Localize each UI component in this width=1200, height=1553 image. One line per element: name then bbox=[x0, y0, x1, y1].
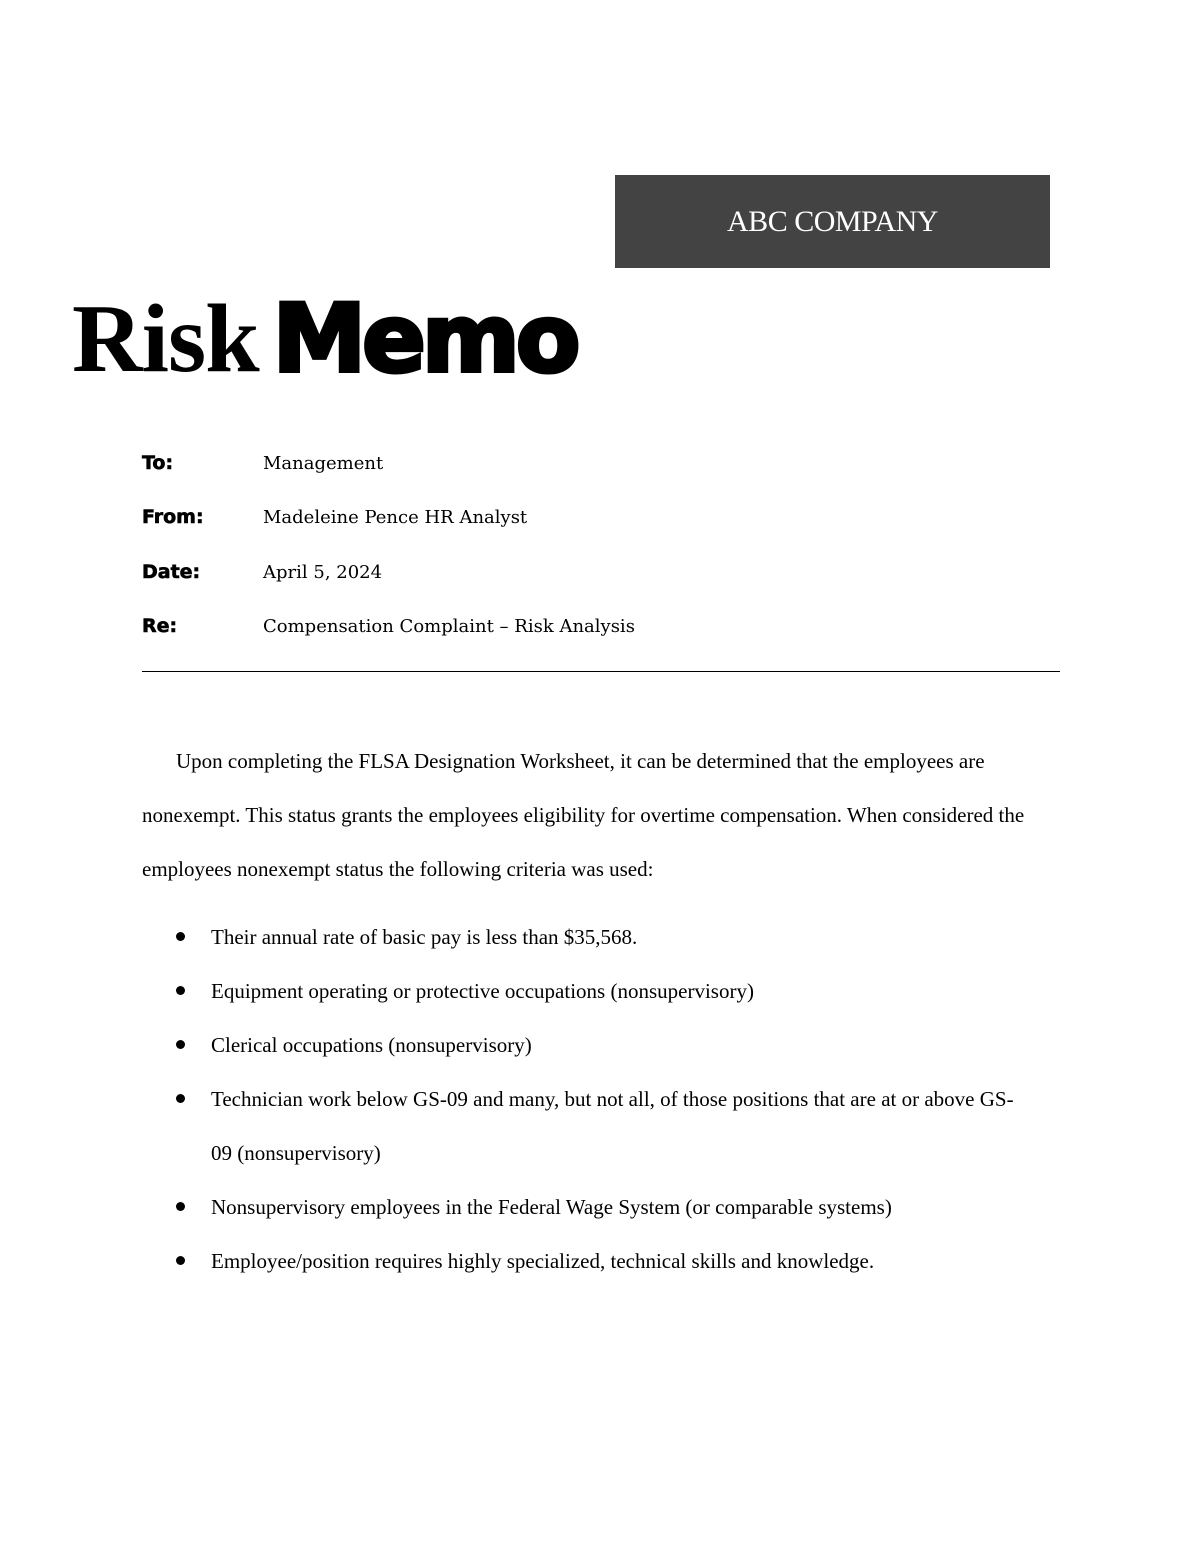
memo-title bbox=[72, 285, 577, 394]
criteria-text: Equipment operating or protective occupations (nonsupervisory) bbox=[211, 979, 754, 1003]
criteria-item bbox=[142, 1180, 1060, 1234]
criteria-item bbox=[142, 1072, 1060, 1180]
re-row bbox=[142, 615, 1060, 669]
criteria-text: Employee/position requires highly specialized, technical skills and knowledge. bbox=[211, 1249, 875, 1273]
date-label: Date: bbox=[142, 560, 201, 583]
date-row bbox=[142, 561, 1060, 615]
criteria-text: Clerical occupations (nonsupervisory) bbox=[211, 1033, 532, 1057]
from-row bbox=[142, 506, 1060, 560]
bullet-icon bbox=[176, 1256, 185, 1265]
bullet-icon bbox=[176, 1202, 185, 1211]
bullet-icon bbox=[176, 1094, 185, 1103]
date-value: April 5, 2024 bbox=[263, 561, 383, 583]
memo-header-fields bbox=[142, 452, 1060, 669]
re-value: Compensation Complaint – Risk Analysis bbox=[263, 615, 635, 637]
bullet-icon bbox=[176, 932, 185, 941]
criteria-item bbox=[142, 964, 1060, 1018]
criteria-list bbox=[142, 910, 1060, 1288]
from-value: Madeleine Pence HR Analyst bbox=[263, 507, 528, 529]
criteria-item bbox=[142, 1234, 1060, 1288]
title-risk: Risk bbox=[72, 285, 259, 393]
to-row bbox=[142, 452, 1060, 506]
header-divider bbox=[142, 671, 1060, 672]
body-paragraph: Upon completing the FLSA Designation Worksheet, it can be determined that the employees are nonexempt. This status grants the employees eligibility for overtime compensation. When considered the employees nonexempt status the following criteria was used: bbox=[142, 749, 1025, 881]
company-name: ABC COMPANY bbox=[727, 204, 938, 238]
criteria-text: Nonsupervisory employees in the Federal Wage System (or comparable systems) bbox=[211, 1195, 892, 1219]
title-memo: Memo bbox=[272, 285, 577, 394]
to-label: To: bbox=[142, 452, 174, 474]
bullet-icon bbox=[176, 986, 185, 995]
criteria-text: Technician work below GS-09 and many, but not all, of those positions that are at or above GS-09 (nonsupervisory) bbox=[211, 1087, 1014, 1165]
criteria-item bbox=[142, 1018, 1060, 1072]
bullet-icon bbox=[176, 1040, 185, 1049]
to-value: Management bbox=[263, 453, 384, 474]
re-label: Re: bbox=[142, 614, 178, 637]
criteria-text: Their annual rate of basic pay is less than $35,568. bbox=[211, 925, 638, 949]
criteria-item bbox=[142, 910, 1060, 964]
company-banner bbox=[615, 175, 1050, 268]
from-label: From: bbox=[142, 506, 204, 529]
